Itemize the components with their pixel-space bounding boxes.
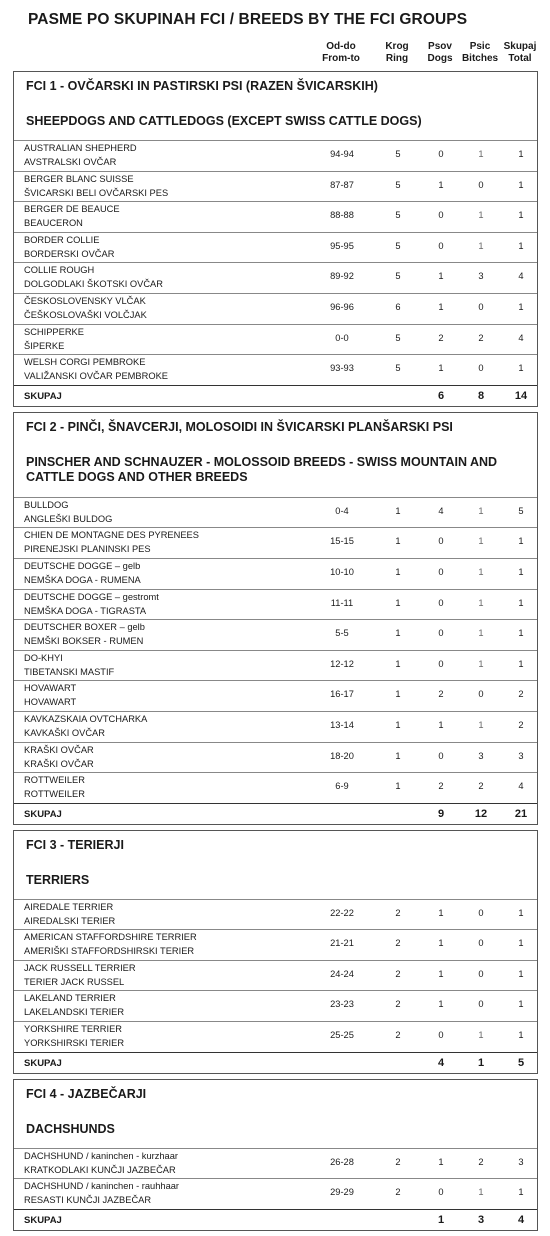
breed-name-sl: PIRENEJSKI PLANINSKI PES: [24, 544, 151, 555]
total-dogs: 1: [437, 1213, 445, 1226]
cell-bitches: 3: [478, 271, 484, 282]
cell-dogs: 0: [438, 240, 444, 251]
page-title: PASME PO SKUPINAH FCI / BREEDS BY THE FCI GROUPS: [28, 11, 468, 28]
cell-total: 1: [518, 240, 524, 251]
cell-range: 6-9: [335, 781, 349, 792]
column-header-line2: Bitches: [461, 53, 499, 64]
group-title: FCI 4 - JAZBEČARJI: [26, 1086, 147, 1101]
total-dogs: 9: [437, 807, 445, 820]
table-row: [14, 899, 537, 930]
table-row: [14, 650, 537, 681]
breed-name-sl: DOLGODLAKI ŠKOTSKI OVČAR: [24, 279, 163, 290]
column-header-line1: Od-do: [326, 41, 356, 52]
column-header-line1: Psov: [428, 41, 452, 52]
cell-total: 1: [518, 658, 524, 669]
cell-dogs: 4: [438, 505, 444, 516]
total-label: SKUPAJ: [24, 1057, 62, 1069]
breed-name-sl: YORKSHIRSKI TERIER: [24, 1038, 125, 1049]
breed-name-en: CHIEN DE MONTAGNE DES PYRENEES: [24, 530, 199, 541]
breed-name-sl: HOVAWART: [24, 697, 77, 708]
breed-name-sl: ČEŠKOSLOVAŠKI VOLČJAK: [24, 309, 147, 320]
cell-bitches: 1: [478, 240, 484, 251]
total-row: [14, 803, 537, 824]
table-row: [14, 232, 537, 263]
cell-dogs: 0: [438, 597, 444, 608]
cell-total: 4: [518, 781, 524, 792]
cell-bitches: 1: [478, 1187, 484, 1198]
breed-name-sl: ANGLEŠKI BULDOG: [24, 513, 113, 524]
breed-name-sl: VALIŽANSKI OVČAR PEMBROKE: [24, 371, 168, 382]
breed-name-en: AMERICAN STAFFORDSHIRE TERRIER: [24, 932, 197, 943]
table-row: [14, 990, 537, 1021]
total-label: SKUPAJ: [24, 390, 62, 402]
breed-name-en: BORDER COLLIE: [24, 234, 100, 245]
breed-name-sl: NEMŠKA DOGA - TIGRASTA: [24, 605, 147, 616]
group-subtitle: PINSCHER AND SCHNAUZER - MOLOSSOID BREEDS - SWISS MOUNTAIN AND CATTLE DOGS AND OTHER BREEDS: [26, 454, 498, 484]
cell-range: 18-20: [330, 750, 354, 761]
cell-range: 5-5: [335, 628, 349, 639]
column-header-line2: Ring: [385, 53, 409, 64]
cell-bitches: 0: [478, 999, 484, 1010]
fci-group: [13, 830, 538, 1074]
cell-total: 1: [518, 363, 524, 374]
group-title: FCI 2 - PINČI, ŠNAVCERJI, MOLOSOIDI IN ŠVICARSKI PLANŠARSKI PSI: [26, 419, 453, 434]
column-header-line2: From-to: [322, 53, 360, 64]
cell-dogs: 1: [438, 719, 444, 730]
cell-range: 12-12: [330, 658, 354, 669]
cell-ring: 1: [395, 597, 401, 608]
cell-bitches: 0: [478, 179, 484, 190]
table-row: [14, 140, 537, 171]
cell-ring: 5: [395, 240, 401, 251]
cell-range: 16-17: [330, 689, 354, 700]
cell-dogs: 1: [438, 938, 444, 949]
cell-ring: 2: [395, 907, 401, 918]
table-row: [14, 960, 537, 991]
total-total: 21: [514, 807, 528, 820]
breed-name-sl: KRATKODLAKI KUNČJI JAZBEČAR: [24, 1164, 176, 1175]
table-row: [14, 1178, 537, 1209]
cell-ring: 5: [395, 179, 401, 190]
table-row: [14, 497, 537, 528]
cell-range: 89-92: [330, 271, 354, 282]
total-dogs: 4: [437, 1056, 445, 1069]
group-subtitle: TERRIERS: [26, 872, 90, 887]
cell-ring: 2: [395, 938, 401, 949]
breed-name-en: DEUTSCHER BOXER – gelb: [24, 622, 145, 633]
cell-dogs: 1: [438, 271, 444, 282]
breed-name-en: DACHSHUND / kaninchen - rauhhaar: [24, 1181, 180, 1192]
cell-ring: 1: [395, 536, 401, 547]
cell-total: 1: [518, 999, 524, 1010]
fci-group: [13, 412, 538, 825]
cell-range: 95-95: [330, 240, 354, 251]
cell-total: 4: [518, 332, 524, 343]
cell-ring: 1: [395, 750, 401, 761]
breed-name-sl: ŠVICARSKI BELI OVČARSKI PES: [24, 187, 169, 198]
breed-name-en: ROTTWEILER: [24, 775, 85, 786]
cell-dogs: 0: [438, 566, 444, 577]
cell-total: 2: [518, 719, 524, 730]
cell-range: 24-24: [330, 968, 354, 979]
breed-name-sl: BORDERSKI OVČAR: [24, 248, 115, 259]
cell-range: 94-94: [330, 149, 354, 159]
cell-range: 88-88: [330, 210, 354, 221]
group-subtitle: SHEEPDOGS AND CATTLEDOGS (EXCEPT SWISS CATTLE DOGS): [26, 114, 422, 128]
total-row: [14, 385, 537, 406]
breed-name-en: JACK RUSSELL TERRIER: [24, 962, 136, 973]
cell-total: 2: [518, 689, 524, 700]
cell-ring: 5: [395, 271, 401, 282]
cell-total: 1: [518, 628, 524, 639]
total-total: 4: [517, 1213, 525, 1226]
cell-bitches: 1: [478, 210, 484, 221]
total-total: 14: [514, 389, 528, 402]
cell-bitches: 1: [478, 505, 484, 516]
breed-name-en: SCHIPPERKE: [24, 326, 84, 337]
column-header: [498, 41, 542, 65]
cell-ring: 1: [395, 658, 401, 669]
group-heading: [14, 72, 537, 140]
cell-dogs: 1: [438, 363, 444, 374]
cell-total: 3: [518, 1156, 524, 1167]
total-dogs: 6: [437, 389, 445, 402]
breed-name-en: DEUTSCHE DOGGE – gestromt: [24, 591, 159, 602]
breed-name-sl: NEMŠKI BOKSER - RUMEN: [24, 636, 144, 647]
cell-ring: 2: [395, 999, 401, 1010]
breed-name-sl: ROTTWEILER: [24, 789, 85, 800]
cell-range: 93-93: [330, 363, 354, 374]
fci-group: [13, 1079, 538, 1231]
cell-dogs: 0: [438, 536, 444, 547]
cell-bitches: 1: [478, 628, 484, 639]
total-bitches: 1: [477, 1056, 485, 1069]
cell-dogs: 2: [438, 689, 444, 700]
cell-range: 13-14: [330, 719, 354, 730]
breed-name-sl: NEMŠKA DOGA - RUMENA: [24, 574, 141, 585]
cell-dogs: 0: [438, 210, 444, 221]
breed-name-en: AIREDALE TERRIER: [24, 901, 114, 912]
cell-total: 1: [518, 536, 524, 547]
table-row: [14, 589, 537, 620]
breed-name-en: LAKELAND TERRIER: [24, 993, 116, 1004]
cell-range: 87-87: [330, 179, 354, 190]
table-row: [14, 711, 537, 742]
cell-total: 4: [518, 271, 524, 282]
breed-name-sl: ŠIPERKE: [24, 340, 65, 351]
cell-dogs: 0: [438, 750, 444, 761]
cell-dogs: 0: [438, 149, 444, 159]
cell-total: 1: [518, 149, 524, 159]
breed-name-en: COLLIE ROUGH: [24, 265, 95, 276]
breed-name-en: BERGER DE BEAUCE: [24, 204, 120, 215]
cell-ring: 1: [395, 505, 401, 516]
cell-bitches: 0: [478, 907, 484, 918]
breed-name-en: AUSTRALIAN SHEPHERD: [24, 143, 137, 153]
cell-ring: 1: [395, 781, 401, 792]
table-row: [14, 680, 537, 711]
cell-range: 25-25: [330, 1030, 354, 1041]
cell-total: 1: [518, 301, 524, 312]
breed-name-sl: AIREDALSKI TERIER: [24, 915, 116, 926]
table-row: [14, 354, 537, 385]
column-header-line1: Krog: [385, 41, 409, 52]
cell-dogs: 1: [438, 999, 444, 1010]
breed-name-en: ČESKOSLOVENSKY VLČAK: [24, 295, 146, 306]
cell-total: 1: [518, 907, 524, 918]
column-header: [458, 41, 502, 65]
cell-bitches: 0: [478, 689, 484, 700]
cell-ring: 2: [395, 1030, 401, 1041]
column-header: [319, 41, 363, 65]
cell-ring: 2: [395, 968, 401, 979]
table-row: [14, 324, 537, 355]
cell-bitches: 1: [478, 1030, 484, 1041]
cell-dogs: 2: [438, 781, 444, 792]
cell-dogs: 0: [438, 1030, 444, 1041]
breed-name-sl: LAKELANDSKI TERIER: [24, 1007, 125, 1018]
cell-dogs: 1: [438, 179, 444, 190]
breed-name-sl: AVSTRALSKI OVČAR: [24, 157, 117, 167]
cell-total: 3: [518, 750, 524, 761]
cell-ring: 5: [395, 210, 401, 221]
breed-name-en: YORKSHIRE TERRIER: [24, 1024, 122, 1035]
breed-name-sl: TERIER JACK RUSSEL: [24, 976, 125, 987]
group-title: FCI 3 - TERIERJI: [26, 837, 124, 852]
breed-name-sl: TIBETANSKI MASTIF: [24, 666, 115, 677]
cell-range: 0-0: [335, 332, 349, 343]
column-header: [418, 41, 462, 65]
cell-ring: 2: [395, 1187, 401, 1198]
column-header: [375, 41, 419, 65]
cell-ring: 1: [395, 628, 401, 639]
cell-bitches: 1: [478, 149, 484, 159]
cell-dogs: 0: [438, 1187, 444, 1198]
cell-total: 1: [518, 1187, 524, 1198]
cell-bitches: 1: [478, 597, 484, 608]
cell-ring: 1: [395, 566, 401, 577]
group-title: FCI 1 - OVČARSKI IN PASTIRSKI PSI (RAZEN ŠVICARSKIH): [26, 79, 378, 93]
table-row: [14, 262, 537, 293]
cell-total: 1: [518, 597, 524, 608]
breed-name-sl: KRAŠKI OVČAR: [24, 758, 94, 769]
breed-name-en: KRAŠKI OVČAR: [24, 744, 94, 755]
cell-total: 1: [518, 938, 524, 949]
total-bitches: 8: [477, 389, 485, 402]
cell-ring: 5: [395, 332, 401, 343]
cell-total: 1: [518, 566, 524, 577]
cell-total: 1: [518, 179, 524, 190]
cell-bitches: 1: [478, 719, 484, 730]
cell-range: 0-4: [335, 505, 349, 516]
table-row: [14, 619, 537, 650]
cell-bitches: 0: [478, 363, 484, 374]
cell-range: 22-22: [330, 907, 354, 918]
breed-name-sl: RESASTI KUNČJI JAZBEČAR: [24, 1195, 152, 1206]
cell-bitches: 2: [478, 332, 484, 343]
cell-dogs: 1: [438, 907, 444, 918]
cell-range: 11-11: [330, 597, 354, 608]
column-header-line2: Total: [508, 53, 532, 64]
cell-bitches: 2: [478, 781, 484, 792]
column-header-line2: Dogs: [427, 53, 453, 64]
breed-name-en: WELSH CORGI PEMBROKE: [24, 357, 146, 368]
cell-bitches: 0: [478, 938, 484, 949]
table-row: [14, 1021, 537, 1052]
cell-dogs: 0: [438, 628, 444, 639]
group-heading: [14, 831, 537, 899]
cell-dogs: 1: [438, 968, 444, 979]
cell-range: 21-21: [330, 938, 354, 949]
table-row: [14, 772, 537, 803]
group-heading: [14, 413, 537, 497]
table-row: [14, 742, 537, 773]
cell-ring: 6: [395, 301, 401, 312]
group-subtitle: DACHSHUNDS: [26, 1121, 115, 1136]
total-label: SKUPAJ: [24, 1214, 62, 1226]
cell-range: 15-15: [330, 536, 354, 547]
cell-ring: 2: [395, 1156, 401, 1167]
breed-name-en: BERGER BLANC SUISSE: [24, 173, 134, 184]
breed-name-sl: KAVKAŠKI OVČAR: [24, 727, 105, 738]
breed-name-en: DO-KHYI: [24, 652, 63, 663]
table-row: [14, 929, 537, 960]
total-bitches: 3: [477, 1213, 485, 1226]
cell-dogs: 1: [438, 301, 444, 312]
cell-dogs: 2: [438, 332, 444, 343]
total-total: 5: [517, 1056, 525, 1069]
breed-name-en: HOVAWART: [24, 683, 77, 694]
cell-dogs: 0: [438, 658, 444, 669]
cell-range: 29-29: [330, 1187, 354, 1198]
cell-bitches: 1: [478, 566, 484, 577]
cell-total: 1: [518, 1030, 524, 1041]
cell-bitches: 1: [478, 536, 484, 547]
table-row: [14, 293, 537, 324]
cell-total: 5: [518, 505, 524, 516]
cell-range: 26-28: [330, 1156, 354, 1167]
cell-total: 1: [518, 210, 524, 221]
cell-ring: 5: [395, 363, 401, 374]
fci-group: [13, 71, 538, 407]
breed-name-en: DACHSHUND / kaninchen - kurzhaar: [24, 1150, 178, 1161]
cell-range: 23-23: [330, 999, 354, 1010]
total-bitches: 12: [474, 807, 488, 820]
breed-name-sl: AMERIŠKI STAFFORDSHIRSKI TERIER: [24, 946, 195, 957]
cell-ring: 5: [395, 149, 401, 159]
cell-range: 10-10: [330, 566, 354, 577]
table-row: [14, 558, 537, 589]
breed-name-en: KAVKAZSKAIA OVTCHARKA: [24, 713, 148, 724]
breed-name-en: BULLDOG: [24, 499, 69, 510]
cell-bitches: 0: [478, 968, 484, 979]
cell-bitches: 0: [478, 301, 484, 312]
cell-total: 1: [518, 968, 524, 979]
total-label: SKUPAJ: [24, 808, 62, 820]
column-header-line1: Psic: [469, 41, 491, 52]
group-heading: [14, 1080, 537, 1148]
cell-ring: 1: [395, 689, 401, 700]
breed-name-sl: BEAUCERON: [24, 218, 83, 229]
cell-bitches: 3: [478, 750, 484, 761]
cell-range: 96-96: [330, 301, 354, 312]
fci-groups: [13, 71, 538, 1236]
table-row: [14, 201, 537, 232]
breed-name-en: DEUTSCHE DOGGE – gelb: [24, 560, 141, 571]
cell-bitches: 2: [478, 1156, 484, 1167]
column-header-line1: Skupaj: [503, 41, 537, 52]
table-row: [14, 1148, 537, 1179]
cell-ring: 1: [395, 719, 401, 730]
table-row: [14, 527, 537, 558]
total-row: [14, 1052, 537, 1073]
cell-dogs: 1: [438, 1156, 444, 1167]
table-row: [14, 171, 537, 202]
total-row: [14, 1209, 537, 1230]
cell-bitches: 1: [478, 658, 484, 669]
